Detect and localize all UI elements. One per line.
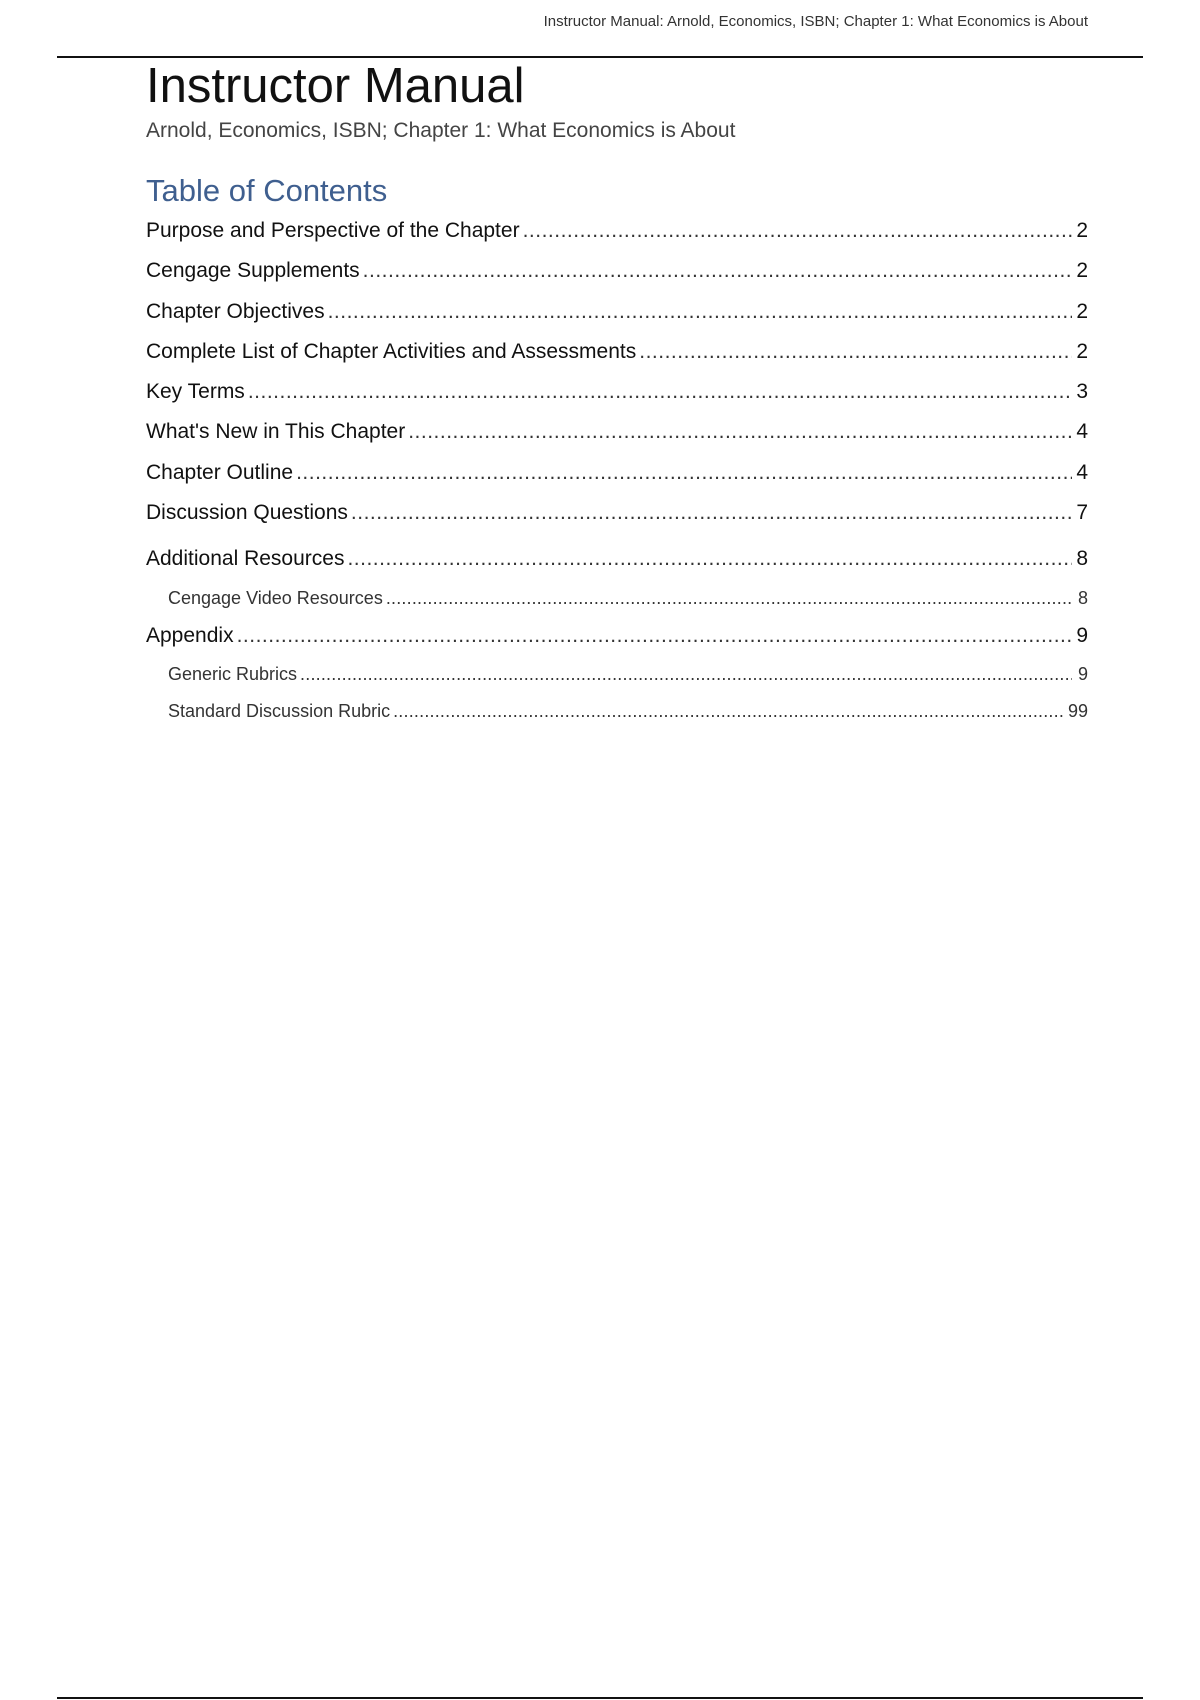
toc-page-number: 2	[1076, 339, 1088, 363]
toc-dot-leader	[351, 493, 1072, 533]
toc-entry[interactable]	[146, 539, 1088, 579]
toc-entry-label: Complete List of Chapter Activities and Assessments	[146, 339, 637, 363]
footer-divider	[57, 1697, 1143, 1699]
toc-dot-leader	[386, 580, 1072, 617]
toc-entry[interactable]	[146, 616, 1088, 656]
toc-entry-label: Discussion Questions	[146, 501, 348, 525]
toc-subentry[interactable]	[146, 693, 1088, 730]
toc-page-number: 4	[1076, 460, 1088, 484]
toc-page-number: 2	[1076, 299, 1088, 323]
toc-page-number: 8	[1076, 547, 1088, 571]
toc-entry-label: Key Terms	[146, 380, 245, 404]
toc-dot-leader	[300, 656, 1072, 693]
toc-entry-label: Appendix	[146, 624, 234, 648]
toc-entry[interactable]	[146, 211, 1088, 251]
toc-dot-leader	[363, 251, 1072, 291]
toc-entry[interactable]	[146, 332, 1088, 372]
toc-entry[interactable]	[146, 251, 1088, 291]
toc-page-number: 4	[1076, 420, 1088, 444]
toc-page-number: 9	[1076, 624, 1088, 648]
document-title: Instructor Manual	[146, 59, 525, 113]
toc-entry[interactable]	[146, 292, 1088, 332]
toc-subentry[interactable]	[146, 580, 1088, 617]
toc-entry[interactable]	[146, 412, 1088, 452]
toc-entry-label: Cengage Supplements	[146, 259, 360, 283]
toc-subentry[interactable]	[146, 656, 1088, 693]
toc-entry-label: Chapter Objectives	[146, 299, 325, 323]
toc-entry-label: Additional Resources	[146, 547, 345, 571]
toc-entry[interactable]	[146, 372, 1088, 412]
toc-dot-leader	[237, 616, 1072, 656]
toc-dot-leader	[328, 292, 1072, 332]
toc-page-number: 3	[1076, 380, 1088, 404]
toc-dot-leader	[296, 453, 1072, 493]
toc-entry-label: Generic Rubrics	[168, 664, 298, 685]
page-content	[146, 56, 1088, 729]
toc-entry-label: Standard Discussion Rubric	[168, 700, 391, 721]
toc-entry-label: Cengage Video Resources	[168, 587, 383, 608]
toc-entry[interactable]	[146, 493, 1088, 533]
toc-dot-leader	[639, 332, 1072, 372]
toc-dot-leader	[523, 211, 1072, 251]
toc-entry[interactable]	[146, 453, 1088, 493]
document-subtitle: Arnold, Economics, ISBN; Chapter 1: What Economics is About	[146, 119, 736, 142]
toc-dot-leader	[393, 693, 1064, 730]
toc-page-number: 8	[1077, 587, 1088, 608]
toc-entry-label: Purpose and Perspective of the Chapter	[146, 219, 520, 242]
running-header: Instructor Manual: Arnold, Economics, ISBN; Chapter 1: What Economics is About	[543, 13, 1088, 30]
toc-dot-leader	[408, 412, 1072, 452]
toc-entry-label: Chapter Outline	[146, 460, 294, 484]
toc-page-number: 99	[1067, 700, 1088, 721]
toc-entry-label: What's New in This Chapter	[146, 420, 406, 444]
toc-page-number: 2	[1076, 259, 1088, 283]
toc-page-number: 7	[1076, 501, 1088, 525]
toc-page-number: 9	[1077, 664, 1088, 685]
toc-page-number: 2	[1076, 219, 1088, 242]
toc-dot-leader	[347, 539, 1072, 579]
toc-heading: Table of Contents	[146, 173, 388, 208]
toc-dot-leader	[248, 372, 1072, 412]
table-of-contents	[146, 211, 1088, 729]
